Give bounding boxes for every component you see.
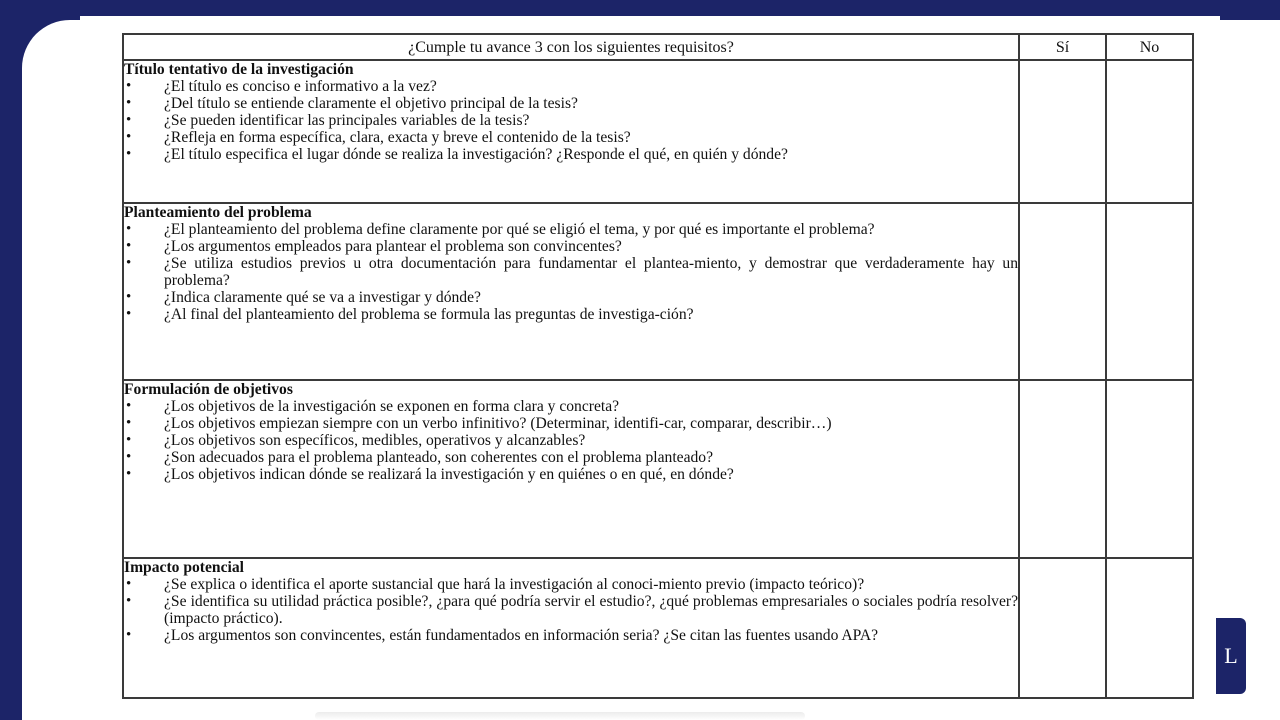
table-row-impacto (123, 558, 1193, 698)
yes-checkbox-cell[interactable] (1019, 60, 1106, 203)
no-checkbox-cell[interactable] (1106, 558, 1193, 698)
criteria-item: • ¿El planteamiento del problema define claramente por qué se eligió el tema, y por qué es importante el problema? (124, 221, 1018, 238)
section-title: Título tentativo de la investigación (124, 61, 354, 78)
section-title: Formulación de objetivos (124, 381, 293, 398)
no-checkbox-cell[interactable] (1106, 60, 1193, 203)
no-checkbox-cell[interactable] (1106, 203, 1193, 380)
criteria-item: • ¿Los objetivos indican dónde se realizará la investigación y en quiénes o en qué, en dónde? (124, 466, 1018, 483)
criteria-list (124, 78, 1018, 163)
criteria-item: • ¿El título es conciso e informativo a la vez? (124, 78, 1018, 95)
header-question: ¿Cumple tu avance 3 con los siguientes requisitos? (123, 34, 1019, 60)
yes-checkbox-cell[interactable] (1019, 203, 1106, 380)
brand-logo-icon: L (1216, 618, 1246, 694)
table-row-objetivos (123, 380, 1193, 558)
section-title: Impacto potencial (124, 559, 244, 576)
criteria-item: • ¿El título especifica el lugar dónde se realiza la investigación? ¿Responde el qué, en quién y dónde? (124, 146, 1018, 163)
header-yes: Sí (1019, 34, 1106, 60)
table-row-titulo (123, 60, 1193, 203)
criteria-list (124, 576, 1018, 644)
criteria-item: • ¿Los objetivos son específicos, medibles, operativos y alcanzables? (124, 432, 1018, 449)
criteria-item: • ¿Del título se entiende claramente el objetivo principal de la tesis? (124, 95, 1018, 112)
criteria-item: • ¿Los objetivos empiezan siempre con un verbo infinitivo? (Determinar, identifi-car, comparar, describir…) (124, 415, 1018, 432)
criteria-item: • ¿Son adecuados para el problema planteado, son coherentes con el problema planteado? (124, 449, 1018, 466)
section-impacto (123, 558, 1019, 698)
criteria-item: • ¿Indica claramente qué se va a investigar y dónde? (124, 289, 1018, 306)
criteria-item: • ¿Se explica o identifica el aporte sustancial que hará la investigación al conoci-miento previo (impacto teórico)? (124, 576, 1018, 593)
criteria-list (124, 398, 1018, 483)
table-row-planteamiento (123, 203, 1193, 380)
requirements-table (122, 33, 1194, 699)
yes-checkbox-cell[interactable] (1019, 558, 1106, 698)
criteria-item: • ¿Se identifica su utilidad práctica posible?, ¿para qué podría servir el estudio?, ¿qué problemas empresariales o sociales podría resolver? (impacto práctico). (124, 593, 1018, 627)
criteria-item: • ¿Al final del planteamiento del problema se formula las preguntas de investiga-ción? (124, 306, 1018, 323)
table-header-row (123, 34, 1193, 60)
criteria-item: • ¿Los objetivos de la investigación se exponen en forma clara y concreta? (124, 398, 1018, 415)
criteria-item: • ¿Se pueden identificar las principales variables de la tesis? (124, 112, 1018, 129)
section-planteamiento (123, 203, 1019, 380)
bottom-shadow (315, 712, 805, 720)
no-checkbox-cell[interactable] (1106, 380, 1193, 558)
section-titulo (123, 60, 1019, 203)
criteria-list (124, 221, 1018, 323)
criteria-item: • ¿Los argumentos empleados para plantear el problema son convincentes? (124, 238, 1018, 255)
header-no: No (1106, 34, 1193, 60)
criteria-item: • ¿Los argumentos son convincentes, están fundamentados en información seria? ¿Se citan las fuentes usando APA? (124, 627, 1018, 644)
criteria-item: • ¿Se utiliza estudios previos u otra documentación para fundamentar el plantea-miento, y demostrar que verdaderamente hay un problema? (124, 255, 1018, 289)
section-title: Planteamiento del problema (124, 204, 312, 221)
yes-checkbox-cell[interactable] (1019, 380, 1106, 558)
section-objetivos (123, 380, 1019, 558)
criteria-item: • ¿Refleja en forma específica, clara, exacta y breve el contenido de la tesis? (124, 129, 1018, 146)
